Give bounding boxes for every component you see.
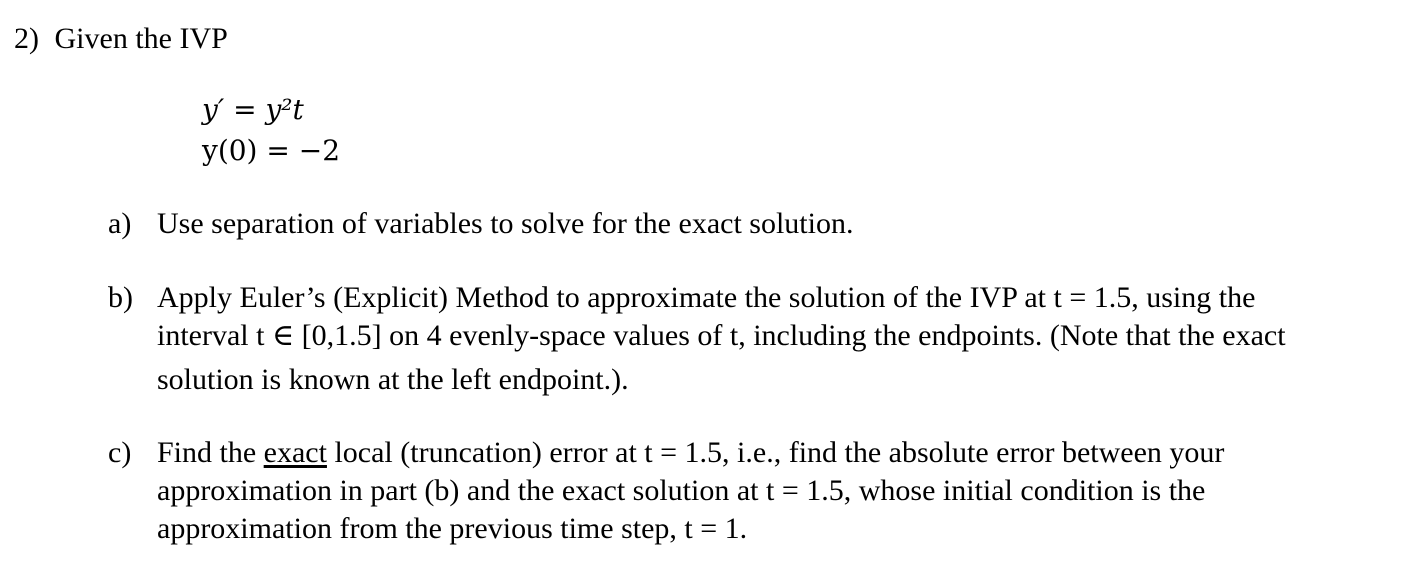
equation-ode: y′ = y²t: [202, 93, 304, 126]
part-c-label: c): [108, 436, 132, 469]
part-b-label: b): [108, 281, 133, 314]
part-b-line-1: Apply Euler’s (Explicit) Method to approximate the solution of the IVP at t = 1.5, using the: [157, 281, 1256, 314]
part-b-line-3: solution is known at the left endpoint.).: [157, 363, 629, 396]
part-a-label: a): [108, 207, 132, 240]
problem-number: 2): [14, 22, 39, 55]
part-b-line-2: interval t ∈ [0,1.5] on 4 evenly-space values of t, including the endpoints. (Note that the exact: [157, 319, 1286, 352]
part-a-text: Use separation of variables to solve for the exact solution.: [157, 207, 854, 240]
emphasis-exact: exact: [263, 436, 327, 469]
problem-title: Given the IVP: [54, 22, 228, 55]
problem-heading: [14, 24, 228, 54]
equation-initial-condition: y(0) = −2: [202, 134, 341, 167]
part-c-line-2: approximation in part (b) and the exact solution at t = 1.5, whose initial condition is the: [157, 474, 1206, 507]
part-c-line-1: Find the exact local (truncation) error at t = 1.5, i.e., find the absolute error between your: [157, 436, 1225, 469]
part-c-line-3: approximation from the previous time step, t = 1.: [157, 512, 748, 545]
